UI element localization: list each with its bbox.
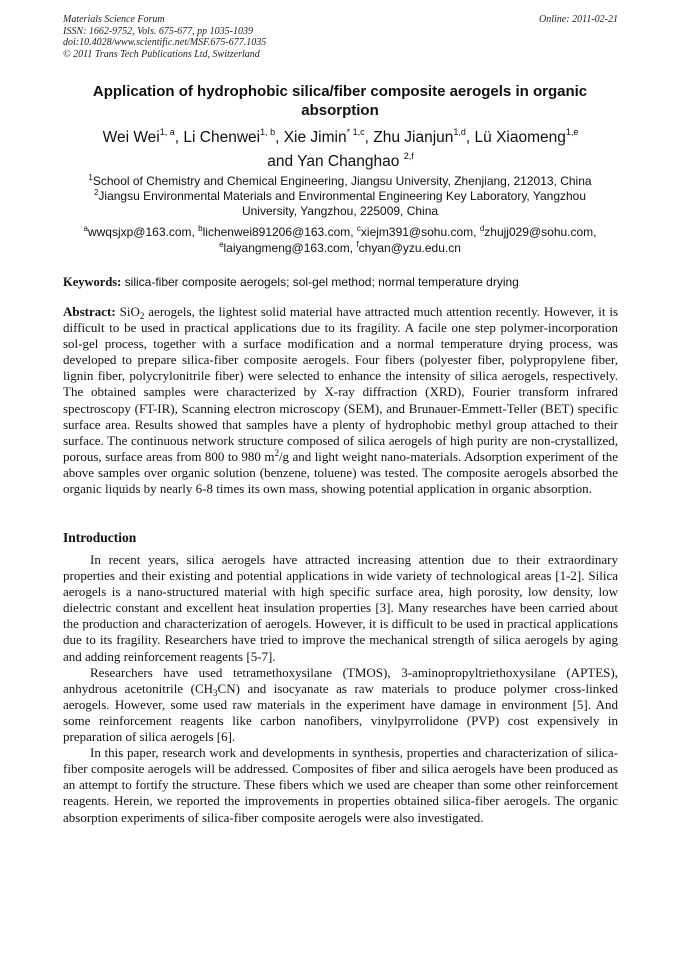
author-name: Lü Xiaomeng (474, 129, 566, 146)
author-line-1: Wei Wei$^{1, a}$, Li Chenwei$^{1, b}$, Xie Jimin$^{* 1,c}$, Zhu Jianjun$^{1,d}$, Lü Xiaomeng$^{1,e}$ (102, 127, 579, 146)
author-sup: 1,d (453, 127, 466, 137)
affiliation-2: $^2$Jiangsu Environmental Materials and Environmental Engineering Key Laboratory, Yangzhou University, Yangzhou, 225009, China (93, 188, 587, 218)
section-heading-introduction: Introduction (63, 530, 137, 545)
journal-header (63, 14, 618, 60)
email-list (66, 224, 614, 256)
paragraph: Researchers have used tetramethoxysilane (TMOS), 3-aminopropyltriethoxysilane (APTES), anhydrous acetonitrile $(CH_3CN)$ and isocyanate as raw materials to produce polymer cross-linked aerogels. However, some used raw materials in the experiment have damage in environment [5]. And some reinforcement reagents like carbon nanofibers, vinylpyrrolidone (PVP) cost expensively in preparation of silica aerogels [6]. (63, 664, 619, 745)
email-link[interactable]: laiyangmeng@163.com, (223, 241, 357, 255)
journal-name: Materials Science Forum (63, 14, 165, 25)
introduction-body (63, 552, 618, 826)
affiliations (66, 174, 614, 219)
email-line-1: $^a$wwqsjxp@163.com, $^b$lichenwei891206@163.com, $^c$xiejm391@sohu.com, $^d$zhujj029@sohu.com, (83, 224, 597, 239)
author-list (68, 126, 613, 174)
author-sup: 1,e (565, 127, 579, 137)
doi-line: doi:10.4028/www.scientific.net/MSF.675-677.1035 (63, 37, 267, 48)
abstract-label: Abstract: (63, 304, 116, 319)
affiliation-1: $^1$School of Chemistry and Chemical Engineering, Jiangsu University, Zhenjiang, 212013, China (88, 173, 592, 188)
author-sup: 2,f (403, 151, 414, 161)
keywords-label: Keywords: (63, 275, 122, 289)
author-name: Wei Wei (102, 129, 160, 146)
author-name: Zhu Jianjun (373, 129, 454, 146)
author-sup: * 1,c (346, 127, 365, 137)
keywords-text: silica-fiber composite aerogels; sol-gel method; normal temperature drying (121, 275, 519, 289)
author-name: Xie Jimin (283, 129, 347, 146)
email-link[interactable]: xiejm391@sohu.com, (360, 225, 480, 239)
copyright-line: © 2011 Trans Tech Publications Ltd, Switzerland (63, 48, 260, 60)
author-line-2 (68, 150, 613, 174)
email-link[interactable]: wwqsjxp@163.com, (87, 225, 199, 239)
paragraph: In recent years, silica aerogels have attracted increasing attention due to their extraordinary properties and their existing and potential applications in wide variety of technological areas [1-2]. Silica aerogels is a nano-structured material with high specific surface area, high porosity, low density, low dielectric constant and excellent heat insulation properties [3]. Many researches have been carried about the production and characterization of aerogels. However, it is difficult to be used in practical applications due to its fragility. Researchers have tried to improve the mechanical strength of silica aerogels by aging and adding reinforcement reagents [5-7]. (63, 552, 618, 664)
keywords (63, 275, 618, 290)
email-link[interactable]: zhujj029@sohu.com, (484, 225, 597, 239)
author-sup: 1, a (159, 127, 175, 137)
email-link[interactable]: lichenwei891206@163.com, (202, 225, 357, 239)
issn-line: ISSN: 1662-9752, Vols. 675-677, pp 1035-1039 (63, 25, 253, 37)
author-name: Li Chenwei (183, 129, 261, 146)
paragraph: In this paper, research work and developments in synthesis, properties and characterization of silica-fiber composite aerogels will be addressed. Composites of fiber and silica aerogels have been produced as an attempt to fortify the structure. These fibers which we used are cheaper than some other reinforcement reagents. Herein, we reported the improvements in properties obtained silica-fiber aerogels. The organic absorption experiments of silica-fiber composite aerogels were also investigated. (63, 745, 618, 825)
author-sup: 1, b (260, 127, 276, 137)
email-link[interactable]: chyan@yzu.edu.cn (358, 241, 461, 255)
author-name: and Yan Changhao (267, 153, 404, 170)
abstract: Abstract: SiO$_2$ aerogels, the lightest solid material have attracted much attention recently. However, it is difficult to be used in practical applications due to its fragility. A facile one step polymer-incorporation sol-gel process, together with a surface modification and a normal temperature drying process, was developed to prepare silica-fiber composite aerogels. Four fibers (polyester fiber, polypropylene fiber, lignin fiber, polycrylonitrile fiber) were selected to enhance the intensity of silica aerogels, respectively. The obtained samples were characterized by X-ray diffraction (XRD), Fourier transform infrared spectroscopy (FT-IR), Scanning electron microscopy (SEM), and Brunauer-Emmett-Teller (BET) specific surface area. Results showed that samples have a plenty of hydrophobic methyl group attached to their surface. The continuous network structure composed of silica aerogels of high purity are non-crystallized, porous, surface areas from 800 to 980 $m^2/g$ and light weight nano-materials. Adsorption experiment of the above samples over organic solution (benzene, toluene) was tested. The composite aerogels absorbed the organic liquids by nearly 6-8 times its own mass, showing potential application in organic absorption. (63, 304, 619, 497)
email-line-2: $^e$laiyangmeng@163.com, $^f$chyan@yzu.edu.cn (219, 240, 461, 255)
online-date: Online: 2011-02-21 (539, 14, 618, 25)
paper-title: Application of hydrophobic silica/fiber composite aerogels in organic absorption (92, 83, 588, 119)
